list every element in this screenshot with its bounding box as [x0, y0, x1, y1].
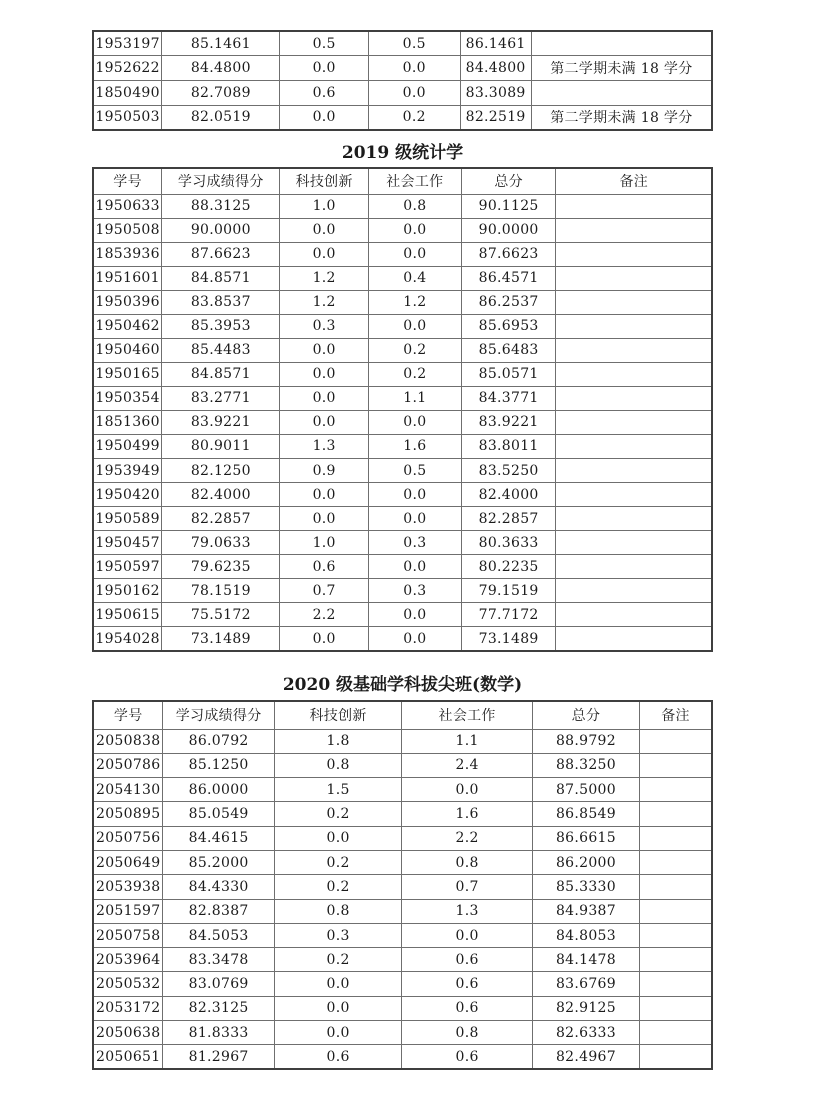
academic-score-cell: 82.2857	[162, 507, 280, 531]
table-row	[93, 266, 712, 290]
remark-cell	[556, 555, 712, 579]
total-score-cell: 85.0571	[461, 362, 556, 386]
table-row	[93, 531, 712, 555]
total-score-cell: 84.1478	[532, 948, 639, 972]
total-score-cell: 86.8549	[532, 802, 639, 826]
table-row	[93, 753, 712, 777]
sci-tech-innovation-cell: 0.0	[280, 56, 369, 81]
academic-score-cell: 84.5053	[163, 923, 274, 947]
total-score-cell: 73.1489	[461, 627, 556, 651]
student-id-cell: 2050638	[93, 1021, 163, 1045]
academic-score-cell: 88.3125	[162, 194, 280, 218]
academic-score-cell: 85.3953	[162, 314, 280, 338]
total-score-cell: 85.3330	[532, 875, 639, 899]
social-work-cell: 0.2	[368, 362, 461, 386]
social-work-cell: 0.4	[368, 266, 461, 290]
total-score-cell: 86.6615	[532, 826, 639, 850]
academic-score-cell: 79.6235	[162, 555, 280, 579]
academic-score-cell: 83.8537	[162, 290, 280, 314]
total-score-cell: 90.1125	[461, 194, 556, 218]
student-id-cell: 1950503	[93, 105, 162, 130]
table-row	[93, 555, 712, 579]
social-work-cell: 0.0	[368, 81, 460, 106]
remark-cell	[556, 434, 712, 458]
academic-score-cell: 78.1519	[162, 579, 280, 603]
social-work-cell: 0.0	[402, 778, 533, 802]
remark-cell	[556, 362, 712, 386]
remark-cell	[640, 923, 712, 947]
academic-score-cell: 84.4615	[163, 826, 274, 850]
sci-tech-innovation-cell: 0.0	[274, 996, 402, 1020]
social-work-cell: 0.0	[368, 242, 461, 266]
sci-tech-innovation-cell: 0.3	[280, 314, 369, 338]
sci-tech-innovation-cell: 0.0	[280, 627, 369, 651]
total-score-cell: 87.6623	[461, 242, 556, 266]
sci-tech-innovation-cell: 0.8	[274, 899, 402, 923]
social-work-header: 社会工作	[402, 701, 533, 729]
sci-tech-innovation-header: 科技创新	[280, 168, 369, 194]
remark-header: 备注	[556, 168, 712, 194]
academic-score-cell: 85.0549	[163, 802, 274, 826]
table-row	[93, 1045, 712, 1069]
remark-cell	[640, 996, 712, 1020]
remark-cell	[640, 826, 712, 850]
total-score-cell: 82.2857	[461, 507, 556, 531]
total-score-cell: 82.4967	[532, 1045, 639, 1069]
student-id-cell: 2050532	[93, 972, 163, 996]
social-work-cell: 0.5	[368, 459, 461, 483]
student-id-cell: 1950162	[93, 579, 162, 603]
academic-score-cell: 86.0792	[163, 729, 274, 753]
student-id-cell: 1953197	[93, 31, 162, 56]
total-score-cell: 88.3250	[532, 753, 639, 777]
academic-score-cell: 83.0769	[163, 972, 274, 996]
total-score-cell: 80.3633	[461, 531, 556, 555]
sci-tech-innovation-cell: 0.2	[274, 850, 402, 874]
total-score-cell: 79.1519	[461, 579, 556, 603]
student-id-cell: 2053938	[93, 875, 163, 899]
remark-cell	[556, 218, 712, 242]
student-id-cell: 1851360	[93, 410, 162, 434]
sci-tech-innovation-cell: 0.8	[274, 753, 402, 777]
sci-tech-innovation-cell: 0.0	[280, 483, 369, 507]
total-score-cell: 90.0000	[461, 218, 556, 242]
social-work-cell: 0.0	[368, 555, 461, 579]
student-id-cell: 1950499	[93, 434, 162, 458]
total-score-cell: 84.8053	[532, 923, 639, 947]
table-row	[93, 242, 712, 266]
sci-tech-innovation-cell: 1.0	[280, 194, 369, 218]
total-score-cell: 77.7172	[461, 603, 556, 627]
student-id-cell: 1950633	[93, 194, 162, 218]
score-table-2020-math	[92, 700, 713, 1070]
remark-cell	[556, 627, 712, 651]
table-row	[93, 899, 712, 923]
table-row	[93, 923, 712, 947]
academic-score-cell: 83.2771	[162, 386, 280, 410]
sci-tech-innovation-cell: 1.2	[280, 266, 369, 290]
sci-tech-innovation-cell: 0.6	[280, 81, 369, 106]
academic-score-cell: 85.2000	[163, 850, 274, 874]
total-score-cell: 82.4000	[461, 483, 556, 507]
social-work-cell: 0.0	[368, 410, 461, 434]
sci-tech-innovation-cell: 1.3	[280, 434, 369, 458]
table-row	[93, 81, 712, 106]
table-row	[93, 1021, 712, 1045]
table-row	[93, 603, 712, 627]
academic-score-cell: 80.9011	[162, 434, 280, 458]
table-row	[93, 56, 712, 81]
table-row	[93, 972, 712, 996]
sci-tech-innovation-cell: 2.2	[280, 603, 369, 627]
total-score-cell: 82.2519	[460, 105, 531, 130]
academic-score-cell: 75.5172	[162, 603, 280, 627]
table-title-2019-statistics: 2019 级统计学	[341, 143, 464, 163]
table-row	[93, 314, 712, 338]
sci-tech-innovation-cell: 0.6	[274, 1045, 402, 1069]
total-score-cell: 84.9387	[532, 899, 639, 923]
social-work-cell: 2.2	[402, 826, 533, 850]
table-row	[93, 362, 712, 386]
student-id-cell: 1950165	[93, 362, 162, 386]
social-work-cell: 0.5	[368, 31, 460, 56]
sci-tech-innovation-cell: 0.0	[280, 338, 369, 362]
student-id-cell: 2050649	[93, 850, 163, 874]
student-id-cell: 1950615	[93, 603, 162, 627]
student-id-cell: 1850490	[93, 81, 162, 106]
remark-cell	[556, 338, 712, 362]
total-score-cell: 88.9792	[532, 729, 639, 753]
header-row	[93, 168, 712, 194]
total-score-cell: 86.2000	[532, 850, 639, 874]
table-row	[93, 194, 712, 218]
table-row	[93, 290, 712, 314]
total-score-cell: 86.4571	[461, 266, 556, 290]
sci-tech-innovation-cell: 0.0	[274, 1021, 402, 1045]
sci-tech-innovation-cell: 0.9	[280, 459, 369, 483]
total-score-cell: 82.6333	[532, 1021, 639, 1045]
remark-cell	[531, 31, 712, 56]
total-score-cell: 82.9125	[532, 996, 639, 1020]
social-work-cell: 0.0	[368, 483, 461, 507]
table-row	[93, 459, 712, 483]
academic-score-cell: 85.1461	[162, 31, 280, 56]
remark-cell	[556, 531, 712, 555]
remark-cell	[640, 899, 712, 923]
academic-score-cell: 81.8333	[163, 1021, 274, 1045]
table-row	[93, 410, 712, 434]
social-work-cell: 1.1	[368, 386, 461, 410]
sci-tech-innovation-cell: 0.7	[280, 579, 369, 603]
remark-cell	[640, 1021, 712, 1045]
table-row	[93, 386, 712, 410]
remark-cell	[640, 948, 712, 972]
social-work-cell: 0.3	[368, 579, 461, 603]
sci-tech-innovation-cell: 0.2	[274, 802, 402, 826]
total-score-cell: 83.9221	[461, 410, 556, 434]
academic-score-cell: 82.8387	[163, 899, 274, 923]
student-id-cell: 2053172	[93, 996, 163, 1020]
sci-tech-innovation-cell: 0.2	[274, 948, 402, 972]
student-id-cell: 1950396	[93, 290, 162, 314]
social-work-cell: 0.7	[402, 875, 533, 899]
remark-cell	[556, 194, 712, 218]
academic-score-header: 学习成绩得分	[163, 701, 274, 729]
sci-tech-innovation-header: 科技创新	[274, 701, 402, 729]
total-score-cell: 83.3089	[460, 81, 531, 106]
total-score-header: 总分	[461, 168, 556, 194]
sci-tech-innovation-cell: 1.0	[280, 531, 369, 555]
social-work-cell: 0.8	[402, 1021, 533, 1045]
sci-tech-innovation-cell: 0.0	[280, 242, 369, 266]
academic-score-cell: 73.1489	[162, 627, 280, 651]
score-table-2019-statistics	[92, 167, 713, 652]
table-row	[93, 31, 712, 56]
social-work-cell: 0.0	[368, 56, 460, 81]
student-id-cell: 1951601	[93, 266, 162, 290]
remark-cell	[556, 266, 712, 290]
student-id-cell: 1950457	[93, 531, 162, 555]
remark-cell	[640, 1045, 712, 1069]
table-row	[93, 850, 712, 874]
social-work-cell: 1.3	[402, 899, 533, 923]
remark-cell	[556, 410, 712, 434]
sci-tech-innovation-cell: 0.2	[274, 875, 402, 899]
academic-score-cell: 82.7089	[162, 81, 280, 106]
student-id-cell: 1950508	[93, 218, 162, 242]
sci-tech-innovation-cell: 0.0	[280, 410, 369, 434]
remark-cell	[556, 579, 712, 603]
student-id-cell: 1853936	[93, 242, 162, 266]
academic-score-cell: 87.6623	[162, 242, 280, 266]
academic-score-cell: 83.9221	[162, 410, 280, 434]
total-score-cell: 83.5250	[461, 459, 556, 483]
remark-header: 备注	[640, 701, 712, 729]
total-score-cell: 80.2235	[461, 555, 556, 579]
academic-score-cell: 85.1250	[163, 753, 274, 777]
table-row	[93, 507, 712, 531]
table-row	[93, 948, 712, 972]
sci-tech-innovation-cell: 1.2	[280, 290, 369, 314]
sci-tech-innovation-cell: 0.3	[274, 923, 402, 947]
table-row	[93, 434, 712, 458]
total-score-cell: 85.6953	[461, 314, 556, 338]
sci-tech-innovation-cell: 0.0	[280, 218, 369, 242]
social-work-cell: 1.6	[402, 802, 533, 826]
table-row	[93, 802, 712, 826]
total-score-header: 总分	[532, 701, 639, 729]
table-row	[93, 483, 712, 507]
social-work-cell: 0.0	[368, 627, 461, 651]
remark-cell	[556, 386, 712, 410]
student-id-cell: 2050651	[93, 1045, 163, 1069]
total-score-cell: 83.8011	[461, 434, 556, 458]
student-id-cell: 1954028	[93, 627, 162, 651]
student-id-cell: 2050838	[93, 729, 163, 753]
student-id-cell: 1952622	[93, 56, 162, 81]
remark-cell	[556, 242, 712, 266]
score-table-continued	[92, 30, 713, 131]
student-id-header: 学号	[93, 701, 163, 729]
total-score-cell: 87.5000	[532, 778, 639, 802]
academic-score-cell: 82.0519	[162, 105, 280, 130]
sci-tech-innovation-cell: 0.0	[280, 362, 369, 386]
sci-tech-innovation-cell: 1.8	[274, 729, 402, 753]
social-work-cell: 0.8	[368, 194, 461, 218]
student-id-cell: 1950597	[93, 555, 162, 579]
student-id-cell: 2051597	[93, 899, 163, 923]
social-work-cell: 1.2	[368, 290, 461, 314]
total-score-cell: 84.3771	[461, 386, 556, 410]
academic-score-cell: 85.4483	[162, 338, 280, 362]
social-work-cell: 0.2	[368, 105, 460, 130]
sci-tech-innovation-cell: 0.6	[280, 555, 369, 579]
remark-cell: 第二学期未满 18 学分	[531, 105, 712, 130]
table-row	[93, 105, 712, 130]
sci-tech-innovation-cell: 0.0	[280, 507, 369, 531]
table-row	[93, 218, 712, 242]
total-score-cell: 83.6769	[532, 972, 639, 996]
social-work-header: 社会工作	[368, 168, 461, 194]
academic-score-cell: 82.3125	[163, 996, 274, 1020]
remark-cell	[556, 459, 712, 483]
social-work-cell: 0.6	[402, 996, 533, 1020]
social-work-cell: 0.3	[368, 531, 461, 555]
total-score-cell: 86.2537	[461, 290, 556, 314]
table-row	[93, 826, 712, 850]
table-row	[93, 778, 712, 802]
remark-cell: 第二学期未满 18 学分	[531, 56, 712, 81]
social-work-cell: 0.6	[402, 972, 533, 996]
academic-score-cell: 86.0000	[163, 778, 274, 802]
remark-cell	[556, 603, 712, 627]
remark-cell	[640, 972, 712, 996]
student-id-cell: 2050758	[93, 923, 163, 947]
table-row	[93, 996, 712, 1020]
total-score-cell: 85.6483	[461, 338, 556, 362]
total-score-cell: 86.1461	[460, 31, 531, 56]
student-id-cell: 2053964	[93, 948, 163, 972]
remark-cell	[640, 850, 712, 874]
social-work-cell: 1.6	[368, 434, 461, 458]
student-id-cell: 1950589	[93, 507, 162, 531]
sci-tech-innovation-cell: 0.0	[280, 386, 369, 410]
remark-cell	[556, 290, 712, 314]
remark-cell	[556, 314, 712, 338]
academic-score-cell: 84.8571	[162, 266, 280, 290]
remark-cell	[640, 778, 712, 802]
remark-cell	[640, 753, 712, 777]
academic-score-cell: 81.2967	[163, 1045, 274, 1069]
social-work-cell: 0.0	[368, 603, 461, 627]
student-id-cell: 2050786	[93, 753, 163, 777]
social-work-cell: 0.0	[368, 218, 461, 242]
academic-score-cell: 84.8571	[162, 362, 280, 386]
remark-cell	[531, 81, 712, 106]
remark-cell	[640, 729, 712, 753]
academic-score-header: 学习成绩得分	[162, 168, 280, 194]
remark-cell	[556, 483, 712, 507]
student-id-cell: 1953949	[93, 459, 162, 483]
academic-score-cell: 84.4330	[163, 875, 274, 899]
social-work-cell: 0.0	[368, 314, 461, 338]
table-row	[93, 627, 712, 651]
social-work-cell: 0.8	[402, 850, 533, 874]
student-id-cell: 1950354	[93, 386, 162, 410]
table-row	[93, 579, 712, 603]
table-row	[93, 338, 712, 362]
table-row	[93, 729, 712, 753]
sci-tech-innovation-cell: 0.5	[280, 31, 369, 56]
table-title-2020-math: 2020 级基础学科拔尖班(数学)	[282, 675, 523, 695]
student-id-cell: 2050895	[93, 802, 163, 826]
social-work-cell: 1.1	[402, 729, 533, 753]
remark-cell	[640, 875, 712, 899]
sci-tech-innovation-cell: 1.5	[274, 778, 402, 802]
table-row	[93, 875, 712, 899]
academic-score-cell: 90.0000	[162, 218, 280, 242]
academic-score-cell: 82.1250	[162, 459, 280, 483]
remark-cell	[556, 507, 712, 531]
social-work-cell: 2.4	[402, 753, 533, 777]
social-work-cell: 0.2	[368, 338, 461, 362]
student-id-header: 学号	[93, 168, 162, 194]
academic-score-cell: 79.0633	[162, 531, 280, 555]
sci-tech-innovation-cell: 0.0	[274, 826, 402, 850]
total-score-cell: 84.4800	[460, 56, 531, 81]
social-work-cell: 0.6	[402, 948, 533, 972]
header-row	[93, 701, 712, 729]
sci-tech-innovation-cell: 0.0	[274, 972, 402, 996]
student-id-cell: 1950420	[93, 483, 162, 507]
student-id-cell: 2050756	[93, 826, 163, 850]
social-work-cell: 0.6	[402, 1045, 533, 1069]
social-work-cell: 0.0	[368, 507, 461, 531]
academic-score-cell: 83.3478	[163, 948, 274, 972]
student-id-cell: 2054130	[93, 778, 163, 802]
social-work-cell: 0.0	[402, 923, 533, 947]
sci-tech-innovation-cell: 0.0	[280, 105, 369, 130]
remark-cell	[640, 802, 712, 826]
academic-score-cell: 84.4800	[162, 56, 280, 81]
academic-score-cell: 82.4000	[162, 483, 280, 507]
student-id-cell: 1950462	[93, 314, 162, 338]
student-id-cell: 1950460	[93, 338, 162, 362]
